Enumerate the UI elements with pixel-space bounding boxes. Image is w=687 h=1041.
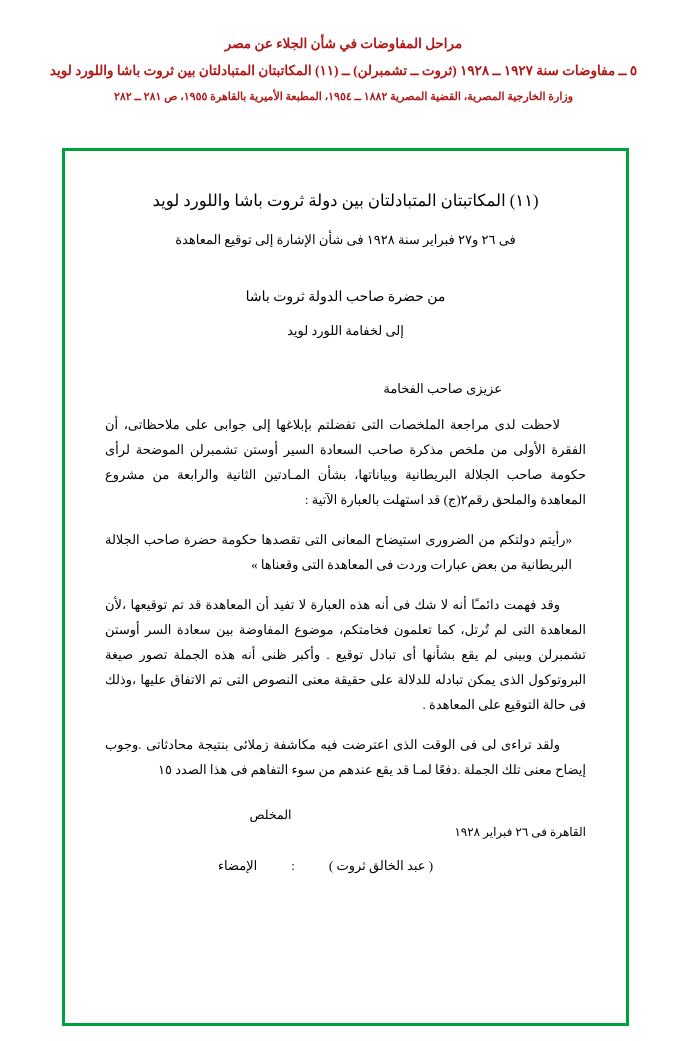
page-header <box>0 0 687 103</box>
signature-label: الإمضاء <box>217 857 258 873</box>
document-title: (١١) المكاتبتان المتبادلتان بين دولة ثروت باشا واللورد لويد <box>152 191 539 210</box>
header-source-citation: وزارة الخارجية المصرية، القضية المصرية ١٨٨٢ ــ ١٩٥٤، المطبعة الأميرية بالقاهرة ١٩٥٥، ص ٢٨١ ــ ٢٨٢ <box>113 91 574 103</box>
document-body <box>65 151 626 904</box>
letter-date: القاهرة فى ٢٦ فبراير ١٩٢٨ <box>454 824 586 839</box>
document-frame <box>62 148 629 1026</box>
signature-colon: : <box>291 857 295 873</box>
header-title: مراحل المفاوضات في شأن الجلاء عن مصر <box>224 36 463 51</box>
letter-quote-paragraph: «رأيتم دولتكم من الضرورى استيضاح المعانى التى تقصدها حكومة حضرة صاحب الجلالة البريطانية من بعض عبارات وردت فى المعاهدة التى وقعناها » <box>105 532 572 573</box>
document-subtitle: فى ٢٦ و٢٧ فبراير سنة ١٩٢٨ فى شأن الإشارة إلى توقيع المعاهدة <box>175 231 516 247</box>
header-subtitle: ٥ ــ مفاوضات سنة ١٩٢٧ ــ ١٩٢٨ (ثروت ــ تشمبرلن) ــ (١١) المكاتبتان المتبادلتان بين ثروت باشا واللورد لويد <box>49 63 638 78</box>
letter-salutation: عزيزى صاحب الفخامة <box>383 381 502 397</box>
letter-paragraph-1: لاحظت لدى مراجعة الملخصات التى تفضلتم بإبلاغها إلى جوابى على ملاحظاتى، أن الفقرة الأولى من ملخص مذكرة صاحب السعادة السير أوستن تشمبرلن الموضحة لرأى حكومة صاحب الجلالة البريطانية وبياناتها، بشأن المـادتين الثانية والرابعة من مشروع المعاهدة والملحق رقم٢(ج) قد استهلت بالعبارة الآتية : <box>105 417 586 508</box>
signature-block <box>105 858 586 874</box>
letter-from-line: من حضرة صاحب الدولة ثروت باشا <box>245 290 446 306</box>
letter-closing: المخلص <box>249 807 292 822</box>
letter-paragraph-2: وقد فهمت دائمـًا أنه لا شك فى أنه هذه العبارة لا تفيد أن المعاهدة قد تم توقيعها ،لأن المعاهدة التى لم تُرتل، كما تعلمون فخامتكم، موضوع المفاوضة بين سعادة السر أوستن تشمبرلن وبينى لم يقع بشأنها أى تبادل توقيع . وأكبر ظنى أنه هذه الجملة تصور صيغة البروتوكول الذى يمكن تبادله للدلالة على حقيقة معنى النصوص التى تم الاتفاق عليها ،وذلك فى حالة التوقيع على المعاهدة . <box>105 596 586 712</box>
letter-paragraph-3: ولقد تراءى لى فى الوقت الذى اعترضت فيه مكاشفة زملائى بنتيجة محادثاتى .وجوب إيضاح معنى تلك الجملة .دفعًا لمـا قد يقع عندهم من سوء التفاهم فى هذا الصدد ١٥ <box>105 736 586 777</box>
signature-name: ( عبد الخالق ثروت ) <box>328 857 434 873</box>
letter-to-line: إلى لخفامة اللورد لويد <box>287 323 404 339</box>
